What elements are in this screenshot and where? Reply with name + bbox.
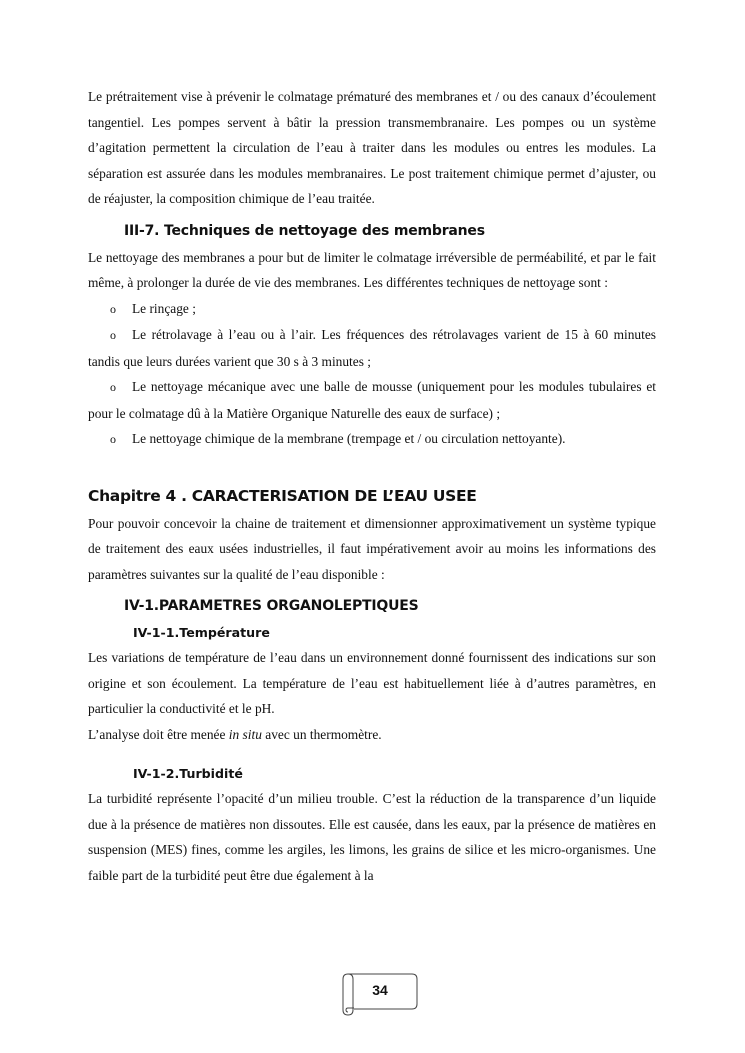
nettoyage-intro: Le nettoyage des membranes a pour but de limiter le colmatage irréversible de perméabilité, et par le fait même, à prolonger la durée de vie des membranes. Les différentes techniques de nettoyage sont : (88, 249, 656, 290)
analysis-line: L’analyse doit être menée in situ avec un thermomètre. (88, 726, 382, 742)
intro-paragraph: Le prétraitement vise à prévenir le colmatage prématuré des membranes et / ou des canaux d’écoulement tangentiel. Les pompes servent à bâtir la pression transmembranaire. Les pompes ou un système d’agitation permettent la circulation de l’eau à traiter dans les modules ou entres les modules. La séparation est assurée dans les modules membranaires. Le post traitement chimique permet d’ajuster, ou de réajuster, la composition chimique de l’eau traitée. (88, 89, 656, 206)
page-content (88, 84, 656, 888)
chapter-title: Chapitre 4 . CARACTERISATION DE L’EAU USEE (88, 486, 477, 505)
turbidite-paragraph: La turbidité représente l’opacité d’un milieu trouble. C’est la réduction de la transparence d’un liquide due à la présence de matières non dissoutes. Elle est causée, dans les eaux, par la présence de matières en suspension (MES) fines, comme les argiles, les limons, les grains de silice et les micro-organismes. Une faible part de la turbidité peut être due également à la (88, 791, 656, 883)
page-number-scroll (340, 968, 420, 1016)
section-heading-iv1: IV-1.PARAMETRES ORGANOLEPTIQUES (124, 598, 419, 614)
list-item: o Le nettoyage chimique de la membrane (trempage et / ou circulation nettoyante). (88, 426, 656, 453)
temperature-paragraph: Les variations de température de l’eau dans un environnement donné fournissent des indications sur son origine et son écoulement. La température de l’eau est habituellement liée à d’autres paramètres, en particulier la conductivité et le pH. (88, 650, 656, 716)
list-item: o Le rinçage ; (88, 296, 656, 323)
list-item: o Le nettoyage mécanique avec une balle de mousse (uniquement pour les modules tubulaires et pour le colmatage dû à la Matière Organique Naturelle des eaux de surface) ; (88, 374, 656, 426)
subsection-heading-turbidite: IV-1-2.Turbidité (133, 766, 243, 781)
bullet-icon: o (110, 380, 116, 394)
subsection-heading-temperature: IV-1-1.Température (133, 625, 270, 640)
list-item: o Le rétrolavage à l’eau ou à l’air. Les fréquences des rétrolavages varient de 15 à 60 minutes tandis que leurs durées varient que 30 s à 3 minutes ; (88, 322, 656, 374)
bullet-icon: o (110, 328, 116, 342)
bullet-icon: o (110, 301, 116, 316)
chapter-intro: Pour pouvoir concevoir la chaine de traitement et dimensionner approximativement un système typique de traitement des eaux usées industrielles, il faut impérativement avoir au moins les informations des paramètres suivantes sur la qualité de l’eau disponible : (88, 515, 656, 582)
page-number: 34 (372, 982, 388, 998)
section-heading-iii7: III-7. Techniques de nettoyage des membranes (124, 222, 485, 239)
bullet-icon: o (110, 432, 116, 446)
